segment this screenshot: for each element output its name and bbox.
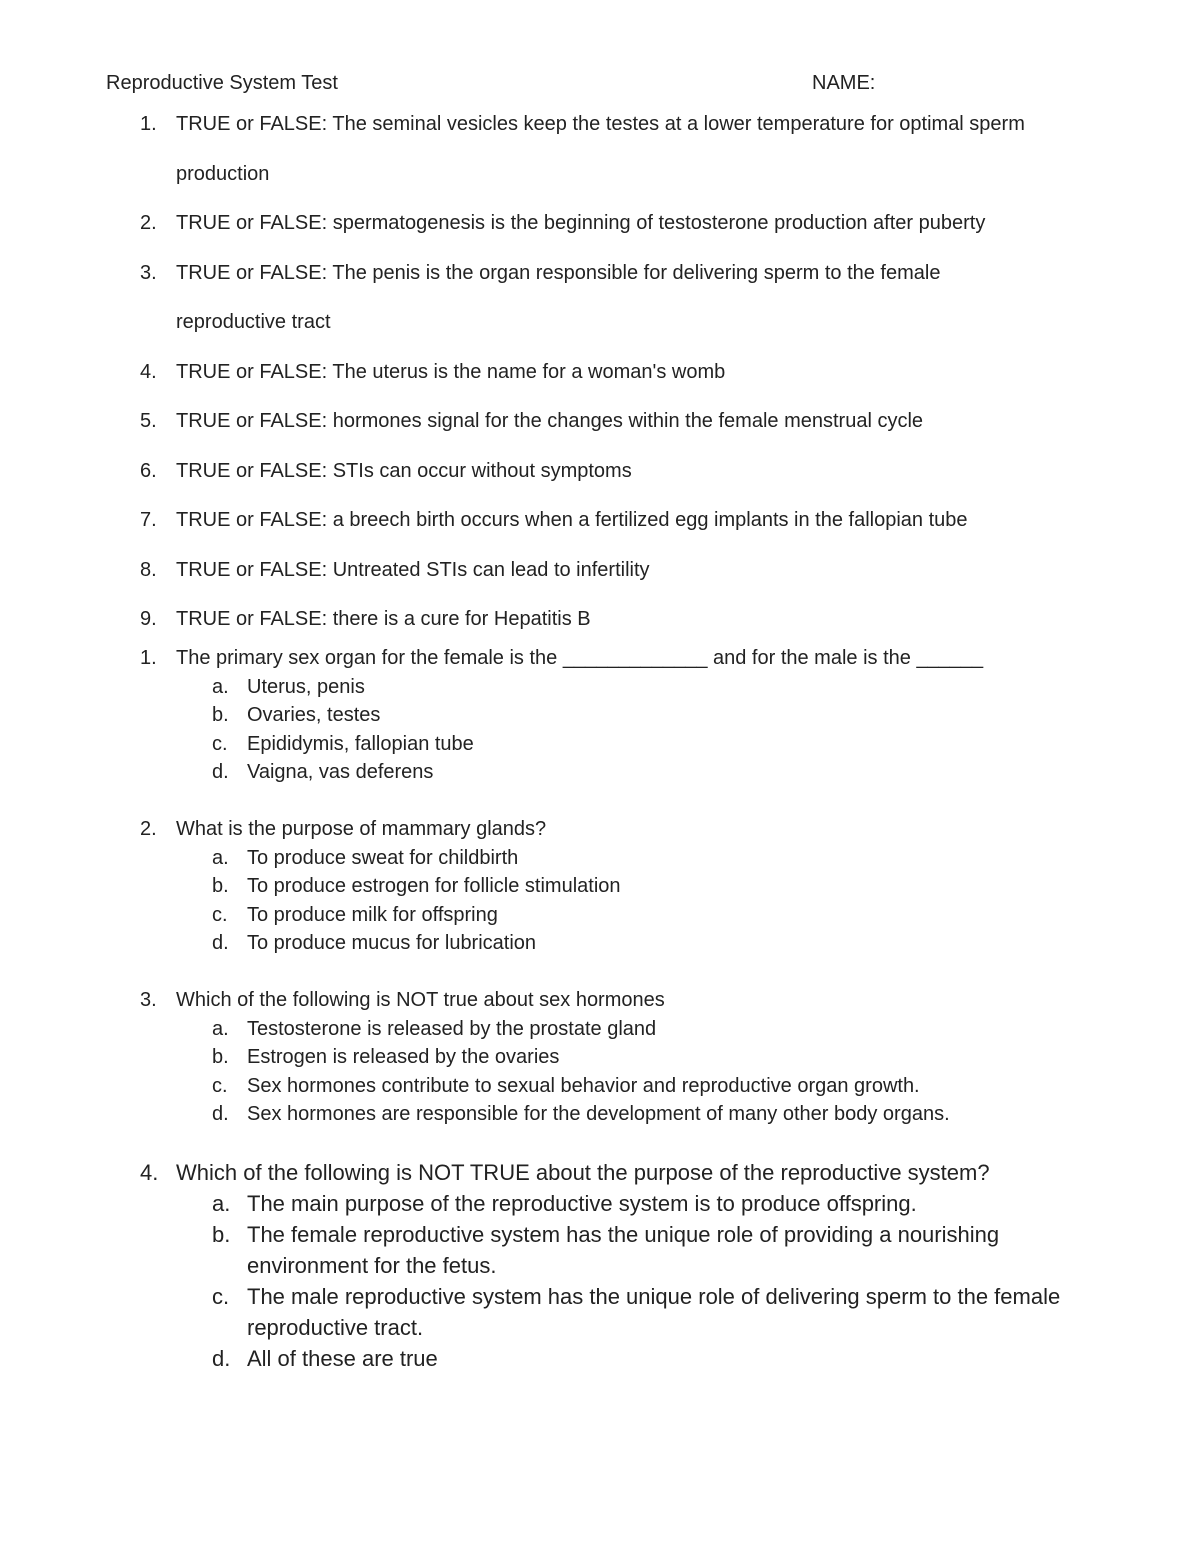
question-number: 2. [140, 212, 157, 234]
question-text: TRUE or FALSE: spermatogenesis is the beginning of testosterone production after puberty [176, 212, 986, 234]
option-letter: b. [212, 704, 229, 726]
answer-option-b [0, 701, 1200, 730]
answer-option-a [0, 1015, 1200, 1044]
question-number: 6. [140, 459, 157, 482]
tf-question-2 [0, 199, 1200, 249]
option-letter: b. [212, 875, 229, 897]
option-letter: a. [212, 1191, 231, 1216]
option-text: Sex hormones are responsible for the development of many other body organs. [247, 1103, 950, 1125]
question-number: 5. [140, 410, 157, 432]
mc-question-4 [0, 1157, 1200, 1374]
answer-option-c [0, 1281, 1200, 1343]
answer-option-c [0, 730, 1200, 759]
mc-question-3 [0, 986, 1200, 1129]
page-title: Reproductive System Test [106, 72, 338, 94]
answer-option-a [0, 844, 1200, 873]
option-letter: d. [212, 1103, 229, 1125]
tf-question-3 [0, 249, 1200, 348]
answer-option-c [0, 901, 1200, 930]
option-letter: a. [212, 846, 229, 869]
question-number: 7. [140, 509, 157, 531]
option-text: Estrogen is released by the ovaries [247, 1046, 560, 1068]
option-letter: d. [212, 932, 229, 954]
answer-option-b [0, 872, 1200, 901]
option-text: The male reproductive system has the unique role of delivering sperm to the female reproductive tract. [247, 1284, 1061, 1340]
option-text: To produce mucus for lubrication [247, 932, 537, 954]
question-number: 3. [140, 261, 157, 284]
question-text: Which of the following is NOT true about sex hormones [176, 989, 665, 1011]
option-letter: c. [212, 732, 228, 755]
option-letter: b. [212, 1046, 229, 1068]
option-text: To produce milk for offspring [247, 903, 498, 926]
option-letter: d. [212, 761, 229, 783]
name-label: NAME: [812, 72, 876, 94]
option-letter: c. [212, 903, 228, 926]
option-text: Sex hormones contribute to sexual behavior and reproductive organ growth. [247, 1074, 920, 1097]
question-number: 4. [140, 360, 157, 383]
answer-option-d [0, 758, 1200, 787]
answer-option-b [0, 1043, 1200, 1072]
question-text: What is the purpose of mammary glands? [176, 818, 547, 840]
question-text: TRUE or FALSE: there is a cure for Hepatitis B [176, 608, 591, 630]
answer-option-d [0, 1343, 1200, 1374]
option-text: The female reproductive system has the unique role of providing a nourishing environment for the fetus. [247, 1222, 1000, 1278]
option-letter: c. [212, 1284, 230, 1309]
mc-question [0, 644, 1200, 673]
question-number: 4. [140, 1160, 159, 1185]
question-text: The primary sex organ for the female is the _____________ and for the male is the ______ [176, 647, 984, 669]
question-text: TRUE or FALSE: STIs can occur without symptoms [176, 459, 632, 482]
option-letter: d. [212, 1346, 231, 1371]
option-text: Vaigna, vas deferens [247, 761, 434, 783]
question-text: TRUE or FALSE: a breech birth occurs when a fertilized egg implants in the fallopian tube [176, 509, 968, 531]
question-text: Which of the following is NOT TRUE about the purpose of the reproductive system? [176, 1160, 990, 1185]
option-text: The main purpose of the reproductive system is to produce offspring. [247, 1191, 917, 1216]
tf-question-1 [0, 100, 1200, 199]
question-number: 2. [140, 818, 157, 840]
question-number: 9. [140, 608, 157, 630]
mc-question-2 [0, 815, 1200, 958]
option-letter: a. [212, 675, 229, 698]
option-text: Epididymis, fallopian tube [247, 732, 474, 755]
option-letter: b. [212, 1222, 231, 1247]
option-letter: c. [212, 1074, 228, 1097]
question-text: TRUE or FALSE: Untreated STIs can lead to infertility [176, 558, 650, 581]
option-text: Ovaries, testes [247, 704, 381, 726]
question-text: TRUE or FALSE: The penis is the organ responsible for delivering sperm to the female reproductive tract [176, 261, 941, 333]
answer-option-a [0, 1188, 1200, 1219]
question-number: 3. [140, 989, 157, 1011]
question-text: TRUE or FALSE: The seminal vesicles keep the testes at a lower temperature for optimal sperm production [176, 113, 1025, 185]
mc-question [0, 815, 1200, 844]
option-text: All of these are true [247, 1346, 438, 1371]
mc-question [0, 1157, 1200, 1188]
question-number: 1. [140, 647, 157, 669]
tf-question-7 [0, 496, 1200, 546]
option-text: Testosterone is released by the prostate gland [247, 1017, 657, 1040]
option-text: To produce estrogen for follicle stimulation [247, 875, 621, 897]
question-text: TRUE or FALSE: hormones signal for the changes within the female menstrual cycle [176, 410, 924, 432]
tf-question-8 [0, 546, 1200, 596]
question-number: 1. [140, 113, 157, 135]
mc-question [0, 986, 1200, 1015]
answer-option-b [0, 1219, 1200, 1281]
tf-question-5 [0, 397, 1200, 447]
answer-option-a [0, 673, 1200, 702]
option-text: To produce sweat for childbirth [247, 846, 519, 869]
answer-option-c [0, 1072, 1200, 1101]
question-text: TRUE or FALSE: The uterus is the name for a woman's womb [176, 360, 726, 383]
option-text: Uterus, penis [247, 675, 365, 698]
tf-question-9 [0, 595, 1200, 645]
tf-question-6 [0, 447, 1200, 497]
answer-option-d [0, 929, 1200, 958]
answer-option-d [0, 1100, 1200, 1129]
true-false-section [0, 100, 1200, 645]
option-letter: a. [212, 1017, 229, 1040]
tf-question-4 [0, 348, 1200, 398]
question-number: 8. [140, 558, 157, 581]
mc-question-1 [0, 644, 1200, 787]
